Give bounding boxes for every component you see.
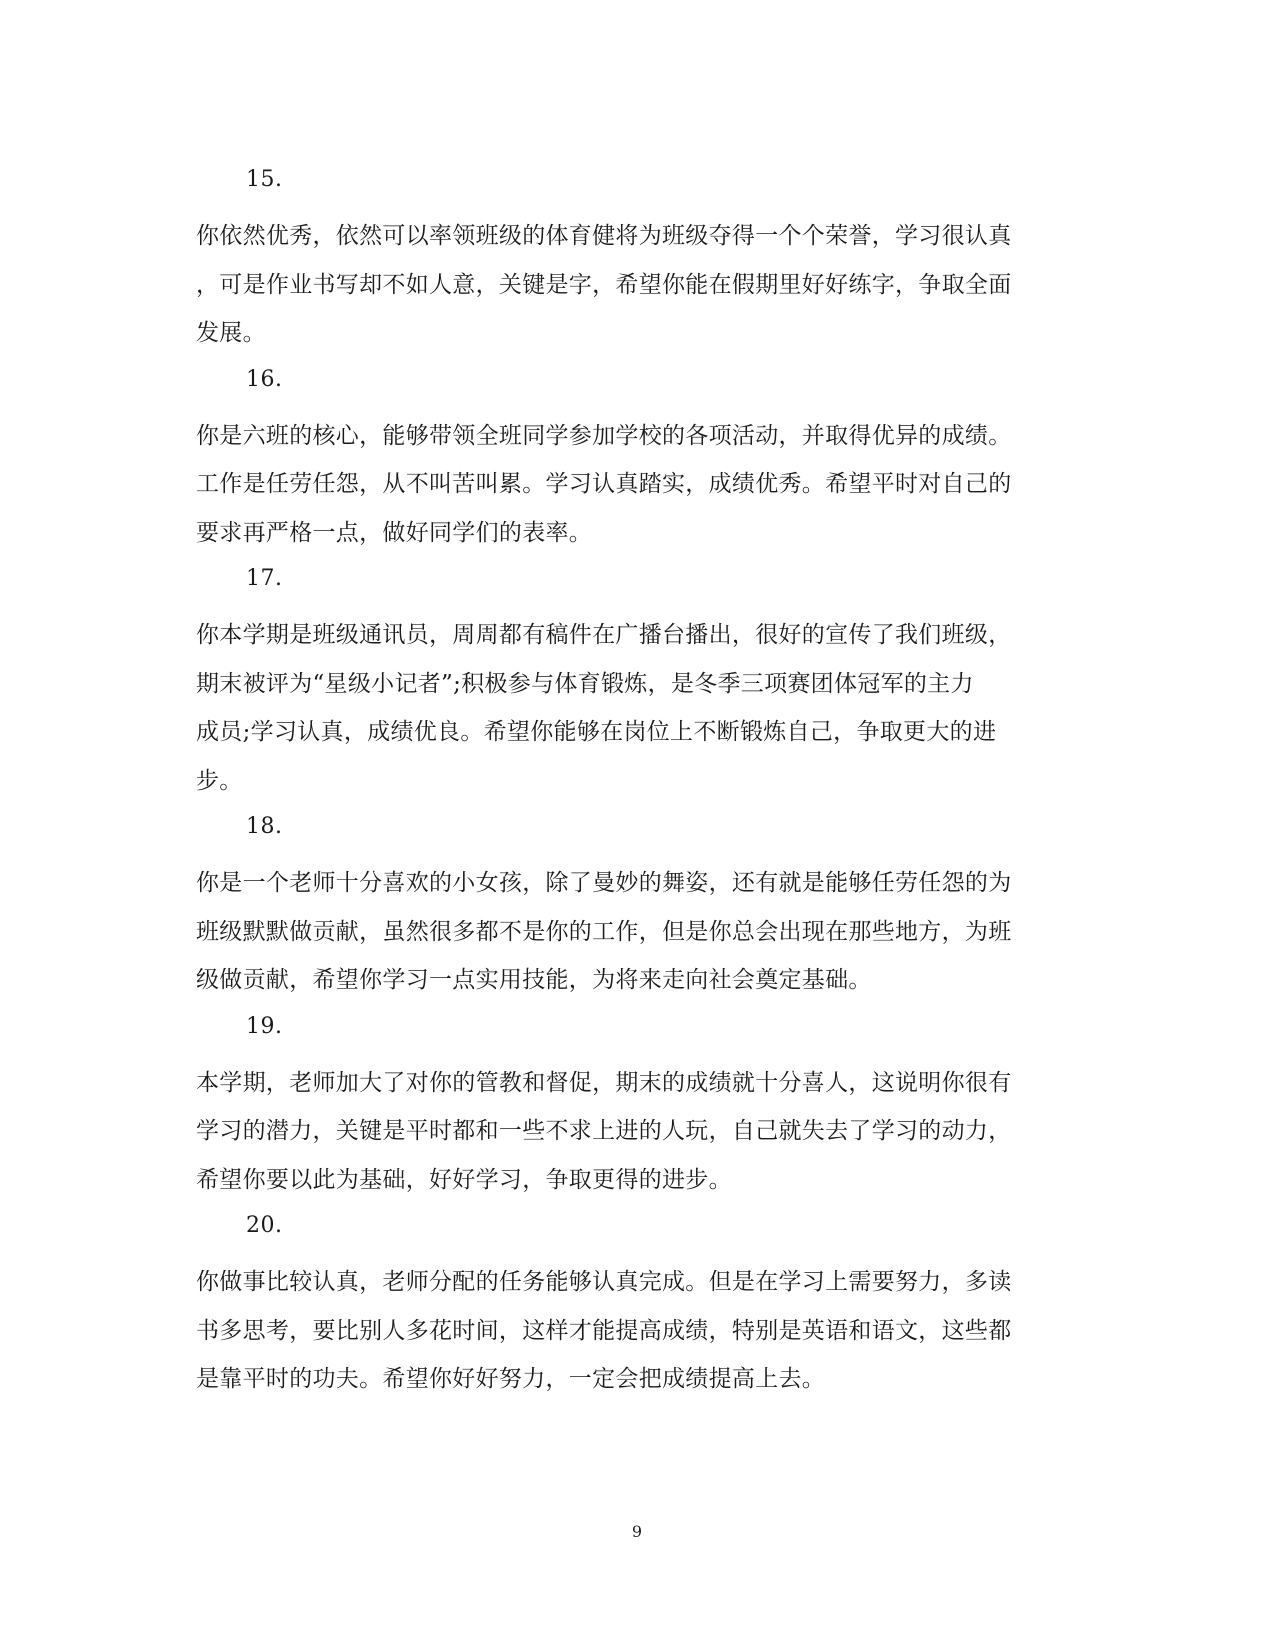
entry-number: 15. (246, 167, 283, 192)
entry-15 (196, 168, 1076, 358)
text-line: 工作是任劳任怨，从不叫苦叫累。学习认真踏实，成绩优秀。希望平时对自己的 (196, 471, 1012, 497)
entry-text (196, 611, 1076, 805)
text-line: 书多思考，要比别人多花时间，这样才能提高成绩，特别是英语和语文，这些都 (196, 1317, 1012, 1344)
entry-18 (196, 815, 1076, 1005)
entry-20 (196, 1214, 1076, 1404)
entry-16 (196, 368, 1076, 558)
page-number: 9 (631, 1522, 643, 1541)
entry-number: 18. (246, 814, 283, 839)
text-line: 本学期，老师加大了对你的管教和督促，期末的成绩就十分喜人，这说明你很有 (196, 1069, 1012, 1096)
text-line: ，可是作业书写却不如人意，关键是字，希望你能在假期里好好练字，争取全面 (196, 271, 1012, 298)
text-line: 是靠平时的功夫。希望你好好努力，一定会把成绩提高上去。 (196, 1366, 826, 1392)
text-line: 发展。 (196, 320, 266, 346)
entry-text (196, 1059, 1076, 1205)
entry-number: 20. (246, 1213, 283, 1238)
entry-number: 17. (246, 566, 283, 591)
text-line: 学习的潜力，关键是平时都和一些不求上进的人玩，自己就失去了学习的动力， (196, 1118, 1012, 1144)
entry-text (196, 1258, 1076, 1404)
text-line: 要求再严格一点，做好同学们的表率。 (196, 519, 593, 546)
text-line: 希望你要以此为基础，好好学习，争取更得的进步。 (196, 1166, 732, 1193)
entry-number: 16. (246, 366, 283, 392)
text-line: 成员;学习认真，成绩优良。希望你能够在岗位上不断锻炼自己，争取更大的进 (196, 719, 997, 745)
document-body (196, 168, 1076, 1414)
text-line: 步。 (196, 767, 243, 794)
text-line: 级做贡献，希望你学习一点实用技能，为将来走向社会奠定基础。 (196, 967, 872, 993)
text-line: 你做事比较认真，老师分配的任务能够认真完成。但是在学习上需要努力，多读 (196, 1269, 1012, 1295)
entry-number: 19. (246, 1013, 283, 1039)
entry-17 (196, 567, 1076, 805)
text-line: 你是六班的核心，能够带领全班同学参加学校的各项活动，并取得优异的成绩。 (196, 422, 1012, 449)
entry-19 (196, 1015, 1076, 1205)
entry-text (196, 212, 1076, 358)
entry-text (196, 412, 1076, 558)
text-line: 你依然优秀，依然可以率领班级的体育健将为班级夺得一个个荣誉，学习很认真 (196, 223, 1012, 249)
entry-text (196, 859, 1076, 1005)
text-line: 你是一个老师十分喜欢的小女孩，除了曼妙的舞姿，还有就是能够任劳任怨的为 (196, 870, 1012, 896)
text-line: 班级默默做贡献，虽然很多都不是你的工作，但是你总会出现在那些地方，为班 (196, 918, 1012, 945)
text-line: 你本学期是班级通讯员，周周都有稿件在广播台播出，很好的宣传了我们班级， (196, 622, 1012, 648)
text-line: 期末被评为“星级小记者”;积极参与体育锻炼，是冬季三项赛团体冠军的主力 (196, 670, 974, 697)
